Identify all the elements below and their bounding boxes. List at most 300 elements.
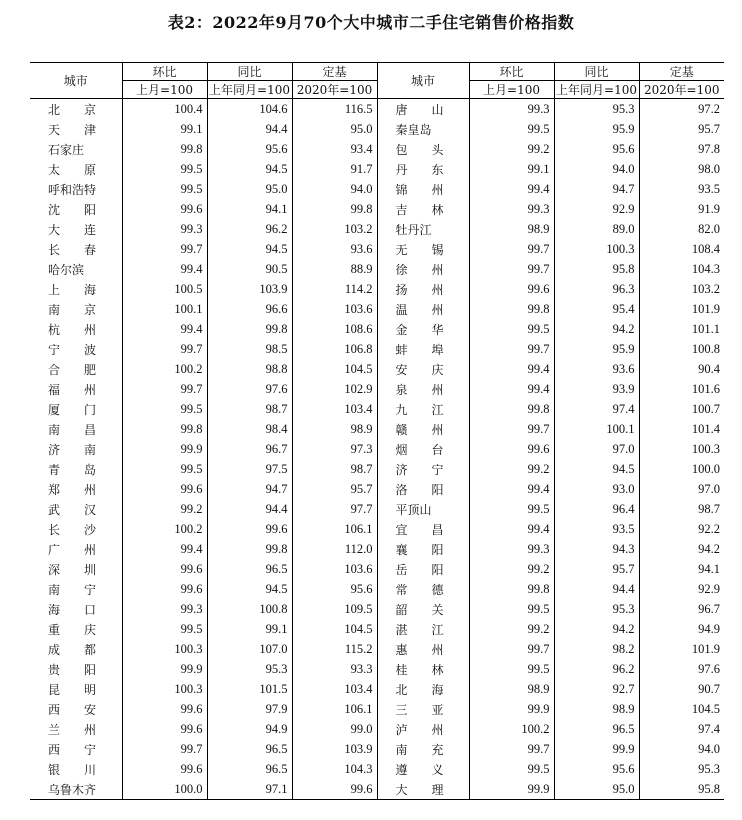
- mom-value: 99.1: [122, 119, 207, 139]
- city-name: 重 庆: [48, 622, 97, 637]
- base-value: 101.1: [639, 319, 724, 339]
- yoy-value: 107.0: [207, 639, 292, 659]
- city-name: 唐 山: [377, 99, 469, 120]
- table-row: [30, 719, 724, 739]
- city-name: 泉 州: [377, 379, 469, 399]
- mom-value: 100.0: [122, 779, 207, 800]
- city-name: 乌鲁木齐: [30, 779, 122, 800]
- subheader-base-left: 2020年=100: [292, 81, 377, 99]
- mom-value: 99.6: [469, 279, 554, 299]
- base-value: 88.9: [292, 259, 377, 279]
- mom-value: 99.5: [122, 459, 207, 479]
- mom-value: 99.7: [469, 259, 554, 279]
- city-name: 厦 门: [48, 402, 97, 417]
- yoy-value: 103.9: [207, 279, 292, 299]
- yoy-value: 89.0: [554, 219, 639, 239]
- base-value: 101.9: [639, 299, 724, 319]
- mom-value: 98.9: [469, 679, 554, 699]
- yoy-value: 93.6: [554, 359, 639, 379]
- header-city-left: 城市: [30, 63, 122, 99]
- table-row: [30, 559, 724, 579]
- yoy-value: 96.5: [207, 739, 292, 759]
- mom-value: 99.7: [122, 339, 207, 359]
- mom-value: 99.6: [469, 439, 554, 459]
- city-name: 成 都: [48, 642, 97, 657]
- mom-value: 99.6: [122, 559, 207, 579]
- mom-value: 99.2: [122, 499, 207, 519]
- mom-value: 99.4: [469, 379, 554, 399]
- base-value: 104.5: [292, 619, 377, 639]
- table-row: [30, 199, 724, 219]
- base-value: 98.9: [292, 419, 377, 439]
- yoy-value: 95.0: [554, 779, 639, 800]
- mom-value: 99.7: [469, 339, 554, 359]
- yoy-value: 93.9: [554, 379, 639, 399]
- mom-value: 99.2: [469, 139, 554, 159]
- mom-value: 99.9: [469, 699, 554, 719]
- city-name: 锦 州: [377, 179, 469, 199]
- base-value: 99.0: [292, 719, 377, 739]
- yoy-value: 99.1: [207, 619, 292, 639]
- yoy-value: 95.3: [554, 99, 639, 120]
- yoy-value: 92.7: [554, 679, 639, 699]
- yoy-value: 98.4: [207, 419, 292, 439]
- city-name: 济 宁: [377, 459, 469, 479]
- city-name: 秦皇岛: [377, 119, 469, 139]
- yoy-value: 99.9: [554, 739, 639, 759]
- yoy-value: 95.6: [207, 139, 292, 159]
- yoy-value: 95.4: [554, 299, 639, 319]
- base-value: 82.0: [639, 219, 724, 239]
- yoy-value: 94.2: [554, 319, 639, 339]
- city-name: 南 昌: [48, 422, 97, 437]
- yoy-value: 94.7: [554, 179, 639, 199]
- table-row: [30, 299, 724, 319]
- header-city-right: 城市: [377, 63, 469, 99]
- base-value: 90.4: [639, 359, 724, 379]
- base-value: 103.4: [292, 679, 377, 699]
- yoy-value: 95.9: [554, 119, 639, 139]
- base-value: 94.1: [639, 559, 724, 579]
- city-name: 青 岛: [48, 462, 97, 477]
- yoy-value: 95.6: [554, 139, 639, 159]
- table-row: [30, 159, 724, 179]
- base-value: 95.0: [292, 119, 377, 139]
- table-row: [30, 179, 724, 199]
- yoy-value: 95.3: [554, 599, 639, 619]
- table-row: [30, 99, 724, 120]
- city-name: 兰 州: [48, 722, 97, 737]
- city-name: 惠 州: [377, 639, 469, 659]
- yoy-value: 98.8: [207, 359, 292, 379]
- base-value: 97.6: [639, 659, 724, 679]
- mom-value: 99.8: [469, 579, 554, 599]
- city-name: 泸 州: [377, 719, 469, 739]
- yoy-value: 95.3: [207, 659, 292, 679]
- mom-value: 99.6: [122, 699, 207, 719]
- yoy-value: 98.7: [207, 399, 292, 419]
- yoy-value: 97.1: [207, 779, 292, 800]
- city-name: 西 安: [48, 702, 97, 717]
- mom-value: 99.5: [122, 399, 207, 419]
- yoy-value: 96.7: [207, 439, 292, 459]
- base-value: 94.0: [639, 739, 724, 759]
- mom-value: 99.2: [469, 619, 554, 639]
- table-row: [30, 579, 724, 599]
- yoy-value: 94.0: [554, 159, 639, 179]
- base-value: 106.1: [292, 519, 377, 539]
- city-name: 济 南: [48, 442, 97, 457]
- city-name: 温 州: [377, 299, 469, 319]
- base-value: 95.7: [292, 479, 377, 499]
- base-value: 106.1: [292, 699, 377, 719]
- city-name: 海 口: [48, 602, 97, 617]
- mom-value: 99.5: [469, 499, 554, 519]
- yoy-value: 95.8: [554, 259, 639, 279]
- table-row: [30, 679, 724, 699]
- city-name: 合 肥: [48, 362, 97, 377]
- mom-value: 99.6: [122, 579, 207, 599]
- city-name: 哈尔滨: [48, 262, 85, 277]
- mom-value: 99.7: [122, 739, 207, 759]
- city-name: 深 圳: [48, 562, 97, 577]
- mom-value: 99.6: [122, 759, 207, 779]
- yoy-value: 96.5: [207, 759, 292, 779]
- yoy-value: 96.2: [207, 219, 292, 239]
- base-value: 99.8: [292, 199, 377, 219]
- city-name: 广 州: [48, 542, 97, 557]
- mom-value: 99.5: [122, 179, 207, 199]
- base-value: 92.9: [639, 579, 724, 599]
- mom-value: 100.3: [122, 639, 207, 659]
- city-name: 岳 阳: [377, 559, 469, 579]
- table-row: [30, 359, 724, 379]
- mom-value: 100.2: [122, 519, 207, 539]
- base-value: 94.2: [639, 539, 724, 559]
- base-value: 108.6: [292, 319, 377, 339]
- city-name: 长 春: [48, 242, 97, 257]
- base-value: 100.7: [639, 399, 724, 419]
- base-value: 93.6: [292, 239, 377, 259]
- mom-value: 99.4: [469, 179, 554, 199]
- base-value: 116.5: [292, 99, 377, 120]
- mom-value: 99.6: [122, 479, 207, 499]
- mom-value: 99.5: [469, 759, 554, 779]
- table-row: [30, 379, 724, 399]
- yoy-value: 100.8: [207, 599, 292, 619]
- base-value: 99.6: [292, 779, 377, 800]
- city-name: 韶 关: [377, 599, 469, 619]
- base-value: 100.0: [639, 459, 724, 479]
- yoy-value: 96.4: [554, 499, 639, 519]
- city-name: 湛 江: [377, 619, 469, 639]
- city-name: 北 海: [377, 679, 469, 699]
- base-value: 91.9: [639, 199, 724, 219]
- mom-value: 99.2: [469, 559, 554, 579]
- mom-value: 100.1: [122, 299, 207, 319]
- base-value: 114.2: [292, 279, 377, 299]
- yoy-value: 97.6: [207, 379, 292, 399]
- base-value: 103.6: [292, 559, 377, 579]
- city-name: 丹 东: [377, 159, 469, 179]
- mom-value: 99.3: [469, 539, 554, 559]
- yoy-value: 94.9: [207, 719, 292, 739]
- city-name: 南 充: [377, 739, 469, 759]
- yoy-value: 98.2: [554, 639, 639, 659]
- mom-value: 99.4: [122, 319, 207, 339]
- mom-value: 99.4: [469, 519, 554, 539]
- table-body: [30, 99, 724, 800]
- yoy-value: 95.6: [554, 759, 639, 779]
- mom-value: 99.5: [469, 599, 554, 619]
- base-value: 97.4: [639, 719, 724, 739]
- yoy-value: 94.3: [554, 539, 639, 559]
- yoy-value: 99.8: [207, 319, 292, 339]
- yoy-value: 97.0: [554, 439, 639, 459]
- base-value: 91.7: [292, 159, 377, 179]
- mom-value: 99.3: [122, 219, 207, 239]
- city-name: 徐 州: [377, 259, 469, 279]
- yoy-value: 96.3: [554, 279, 639, 299]
- subheader-base-right: 2020年=100: [639, 81, 724, 99]
- city-name: 桂 林: [377, 659, 469, 679]
- city-name: 无 锡: [377, 239, 469, 259]
- mom-value: 99.7: [469, 739, 554, 759]
- table-row: [30, 279, 724, 299]
- yoy-value: 94.5: [554, 459, 639, 479]
- mom-value: 99.5: [122, 619, 207, 639]
- mom-value: 99.4: [469, 359, 554, 379]
- base-value: 104.5: [639, 699, 724, 719]
- table-row: [30, 599, 724, 619]
- subheader-mom-left: 上月=100: [122, 81, 207, 99]
- mom-value: 99.3: [469, 99, 554, 120]
- table-row: [30, 499, 724, 519]
- subheader-mom-right: 上月=100: [469, 81, 554, 99]
- table-row: [30, 439, 724, 459]
- city-name: 上 海: [48, 282, 97, 297]
- yoy-value: 94.5: [207, 579, 292, 599]
- base-value: 100.8: [639, 339, 724, 359]
- city-name: 大 连: [48, 222, 97, 237]
- mom-value: 99.4: [122, 259, 207, 279]
- mom-value: 99.8: [122, 419, 207, 439]
- table-row: [30, 339, 724, 359]
- city-name: 昆 明: [48, 682, 97, 697]
- city-name: 安 庆: [377, 359, 469, 379]
- table-row: [30, 779, 724, 800]
- table-row: [30, 739, 724, 759]
- city-name: 呼和浩特: [48, 182, 97, 197]
- header-base-right: 定基: [639, 63, 724, 81]
- base-value: 109.5: [292, 599, 377, 619]
- city-name: 西 宁: [48, 742, 97, 757]
- base-value: 101.6: [639, 379, 724, 399]
- city-name: 牡丹江: [377, 219, 469, 239]
- table-row: [30, 619, 724, 639]
- yoy-value: 94.2: [554, 619, 639, 639]
- city-name: 北 京: [48, 102, 97, 117]
- mom-value: 99.3: [469, 199, 554, 219]
- base-value: 100.3: [639, 439, 724, 459]
- yoy-value: 100.1: [554, 419, 639, 439]
- mom-value: 99.2: [469, 459, 554, 479]
- base-value: 106.8: [292, 339, 377, 359]
- city-name: 大 理: [377, 779, 469, 800]
- mom-value: 100.5: [122, 279, 207, 299]
- header-mom-left: 环比: [122, 63, 207, 81]
- city-name: 三 亚: [377, 699, 469, 719]
- city-name: 福 州: [48, 382, 97, 397]
- base-value: 97.7: [292, 499, 377, 519]
- mom-value: 99.9: [469, 779, 554, 800]
- city-name: 洛 阳: [377, 479, 469, 499]
- base-value: 95.7: [639, 119, 724, 139]
- mom-value: 99.8: [469, 299, 554, 319]
- table-row: [30, 479, 724, 499]
- mom-value: 99.7: [469, 239, 554, 259]
- base-value: 94.0: [292, 179, 377, 199]
- base-value: 90.7: [639, 679, 724, 699]
- city-name: 包 头: [377, 139, 469, 159]
- yoy-value: 96.2: [554, 659, 639, 679]
- mom-value: 99.8: [122, 139, 207, 159]
- yoy-value: 93.0: [554, 479, 639, 499]
- table-row: [30, 259, 724, 279]
- city-name: 遵 义: [377, 759, 469, 779]
- city-name: 太 原: [48, 162, 97, 177]
- city-name: 银 川: [48, 762, 97, 777]
- yoy-value: 99.6: [207, 519, 292, 539]
- yoy-value: 94.5: [207, 159, 292, 179]
- table-row: [30, 539, 724, 559]
- mom-value: 99.6: [122, 199, 207, 219]
- city-name: 南 京: [48, 302, 97, 317]
- city-name: 赣 州: [377, 419, 469, 439]
- mom-value: 99.6: [122, 719, 207, 739]
- base-value: 102.9: [292, 379, 377, 399]
- mom-value: 100.3: [122, 679, 207, 699]
- city-name: 平顶山: [377, 499, 469, 519]
- base-value: 93.5: [639, 179, 724, 199]
- base-value: 93.4: [292, 139, 377, 159]
- city-name: 沈 阳: [48, 202, 97, 217]
- base-value: 101.9: [639, 639, 724, 659]
- yoy-value: 94.5: [207, 239, 292, 259]
- base-value: 101.4: [639, 419, 724, 439]
- table-row: [30, 459, 724, 479]
- base-value: 97.2: [639, 99, 724, 120]
- mom-value: 99.1: [469, 159, 554, 179]
- city-name: 扬 州: [377, 279, 469, 299]
- city-name: 烟 台: [377, 439, 469, 459]
- base-value: 115.2: [292, 639, 377, 659]
- city-name: 常 德: [377, 579, 469, 599]
- yoy-value: 97.4: [554, 399, 639, 419]
- base-value: 97.8: [639, 139, 724, 159]
- mom-value: 99.3: [122, 599, 207, 619]
- mom-value: 99.5: [469, 659, 554, 679]
- yoy-value: 97.5: [207, 459, 292, 479]
- yoy-value: 96.5: [207, 559, 292, 579]
- base-value: 103.9: [292, 739, 377, 759]
- city-name: 杭 州: [48, 322, 97, 337]
- base-value: 103.2: [639, 279, 724, 299]
- yoy-value: 95.9: [554, 339, 639, 359]
- mom-value: 99.4: [469, 479, 554, 499]
- subheader-yoy-left: 上年同月=100: [207, 81, 292, 99]
- table-row: [30, 419, 724, 439]
- city-name: 宁 波: [48, 342, 97, 357]
- yoy-value: 97.9: [207, 699, 292, 719]
- mom-value: 99.9: [122, 439, 207, 459]
- table-header: [30, 63, 724, 99]
- base-value: 95.8: [639, 779, 724, 800]
- city-name: 吉 林: [377, 199, 469, 219]
- yoy-value: 101.5: [207, 679, 292, 699]
- mom-value: 99.5: [469, 119, 554, 139]
- base-value: 104.5: [292, 359, 377, 379]
- city-name: 武 汉: [48, 502, 97, 517]
- city-name: 石家庄: [48, 142, 85, 157]
- mom-value: 99.8: [469, 399, 554, 419]
- city-name: 天 津: [48, 122, 97, 137]
- table-row: [30, 639, 724, 659]
- city-name: 宜 昌: [377, 519, 469, 539]
- mom-value: 100.2: [122, 359, 207, 379]
- yoy-value: 99.8: [207, 539, 292, 559]
- yoy-value: 92.9: [554, 199, 639, 219]
- mom-value: 99.7: [469, 419, 554, 439]
- yoy-value: 98.5: [207, 339, 292, 359]
- base-value: 98.0: [639, 159, 724, 179]
- base-value: 104.3: [639, 259, 724, 279]
- header-yoy-right: 同比: [554, 63, 639, 81]
- base-value: 103.4: [292, 399, 377, 419]
- yoy-value: 95.0: [207, 179, 292, 199]
- table-row: [30, 319, 724, 339]
- mom-value: 99.5: [122, 159, 207, 179]
- base-value: 97.0: [639, 479, 724, 499]
- base-value: 98.7: [292, 459, 377, 479]
- mom-value: 100.2: [469, 719, 554, 739]
- table-row: [30, 239, 724, 259]
- base-value: 94.9: [639, 619, 724, 639]
- table-row: [30, 139, 724, 159]
- mom-value: 99.4: [122, 539, 207, 559]
- yoy-value: 93.5: [554, 519, 639, 539]
- base-value: 112.0: [292, 539, 377, 559]
- mom-value: 99.7: [469, 639, 554, 659]
- table-title: 表2：2022年9月70个大中城市二手住宅销售价格指数: [167, 13, 575, 32]
- city-name: 九 江: [377, 399, 469, 419]
- base-value: 92.2: [639, 519, 724, 539]
- base-value: 93.3: [292, 659, 377, 679]
- city-name: 襄 阳: [377, 539, 469, 559]
- city-name: 金 华: [377, 319, 469, 339]
- base-value: 97.3: [292, 439, 377, 459]
- yoy-value: 90.5: [207, 259, 292, 279]
- base-value: 95.6: [292, 579, 377, 599]
- yoy-value: 94.7: [207, 479, 292, 499]
- base-value: 95.3: [639, 759, 724, 779]
- yoy-value: 95.7: [554, 559, 639, 579]
- mom-value: 100.4: [122, 99, 207, 120]
- header-yoy-left: 同比: [207, 63, 292, 81]
- city-name: 南 宁: [48, 582, 97, 597]
- header-mom-right: 环比: [469, 63, 554, 81]
- subheader-yoy-right: 上年同月=100: [554, 81, 639, 99]
